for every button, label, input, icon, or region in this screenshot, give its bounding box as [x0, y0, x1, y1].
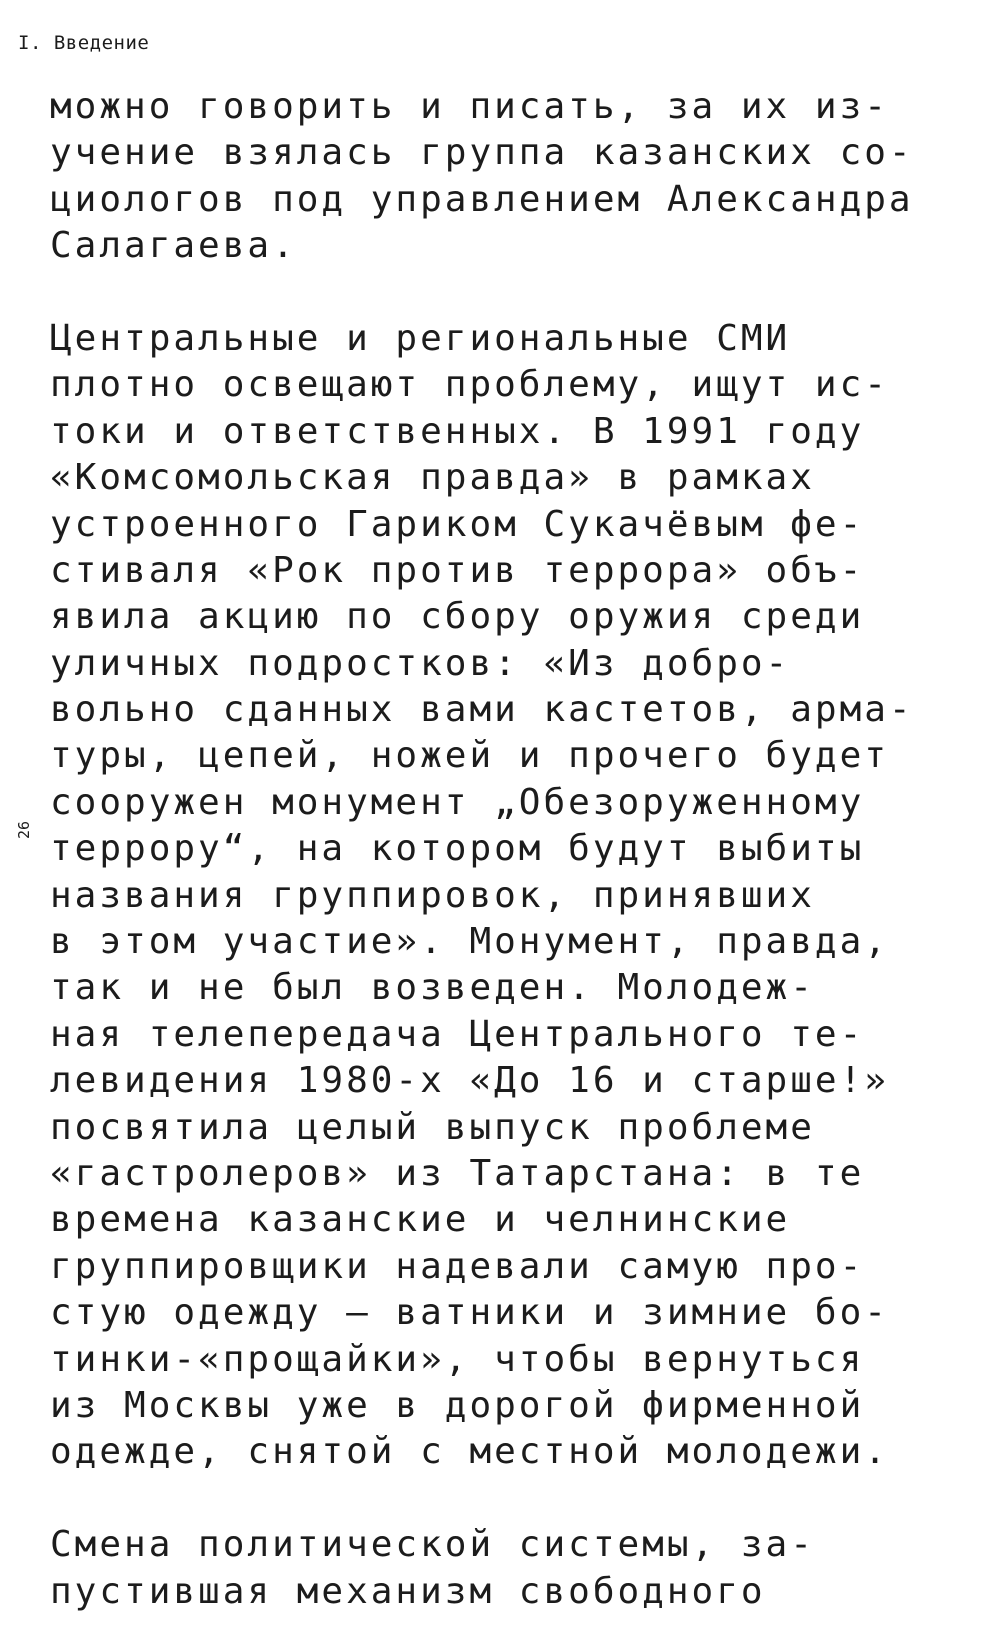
paragraph: [50, 316, 990, 1476]
text-line: Салагаева.: [50, 225, 297, 267]
text-line: Смена политической системы, за-: [50, 1524, 815, 1566]
text-line: ная телепередача Центрального те-: [50, 1013, 865, 1055]
text-line: циологов под управлением Александра: [50, 178, 914, 220]
text-line: стую одежду — ватники и зимние бо-: [50, 1292, 889, 1334]
text-line: времена казанские и челнинские: [50, 1199, 791, 1241]
text-line: террору“, на котором будут выбиты: [50, 828, 865, 870]
page-number: 26: [15, 820, 33, 840]
text-line: посвятила целый выпуск проблеме: [50, 1106, 815, 1148]
text-line: из Москвы уже в дорогой фирменной: [50, 1384, 865, 1426]
text-line: тинки-«прощайки», чтобы вернуться: [50, 1338, 865, 1380]
text-line: стиваля «Рок против террора» объ-: [50, 549, 865, 591]
paragraph: [50, 84, 990, 270]
text-line: туры, цепей, ножей и прочего будет: [50, 735, 889, 777]
paragraph: [50, 1522, 990, 1615]
text-line: плотно освещают проблему, ищут ис-: [50, 364, 889, 406]
running-head: I. Введение: [18, 32, 150, 54]
text-line: уличных подростков: «Из добро-: [50, 642, 791, 684]
text-line: группировщики надевали самую про-: [50, 1245, 865, 1287]
text-line: учение взялась группа казанских со-: [50, 132, 914, 174]
text-line: «Комсомольская правда» в рамках: [50, 457, 815, 499]
text-line: Центральные и региональные СМИ: [50, 317, 791, 359]
text-line: можно говорить и писать, за их из-: [50, 86, 889, 127]
text-line: устроенного Гариком Сукачёвым фе-: [50, 503, 865, 545]
text-line: вольно сданных вами кастетов, арма-: [50, 689, 914, 731]
text-line: токи и ответственных. В 1991 году: [50, 410, 865, 452]
body-text: [50, 84, 990, 1615]
text-line: названия группировок, принявших: [50, 874, 815, 916]
text-line: «гастролеров» из Татарстана: в те: [50, 1152, 865, 1194]
text-line: сооружен монумент „Обезоруженному: [50, 781, 865, 823]
text-line: пустившая механизм свободного: [50, 1570, 766, 1612]
text-line: явила акцию по сбору оружия среди: [50, 596, 865, 638]
text-line: так и не был возведен. Молодеж-: [50, 967, 815, 1009]
text-line: одежде, снятой с местной молодежи.: [50, 1431, 889, 1473]
text-line: левидения 1980-х «До 16 и старше!»: [50, 1060, 889, 1102]
text-line: в этом участие». Монумент, правда,: [50, 921, 889, 963]
